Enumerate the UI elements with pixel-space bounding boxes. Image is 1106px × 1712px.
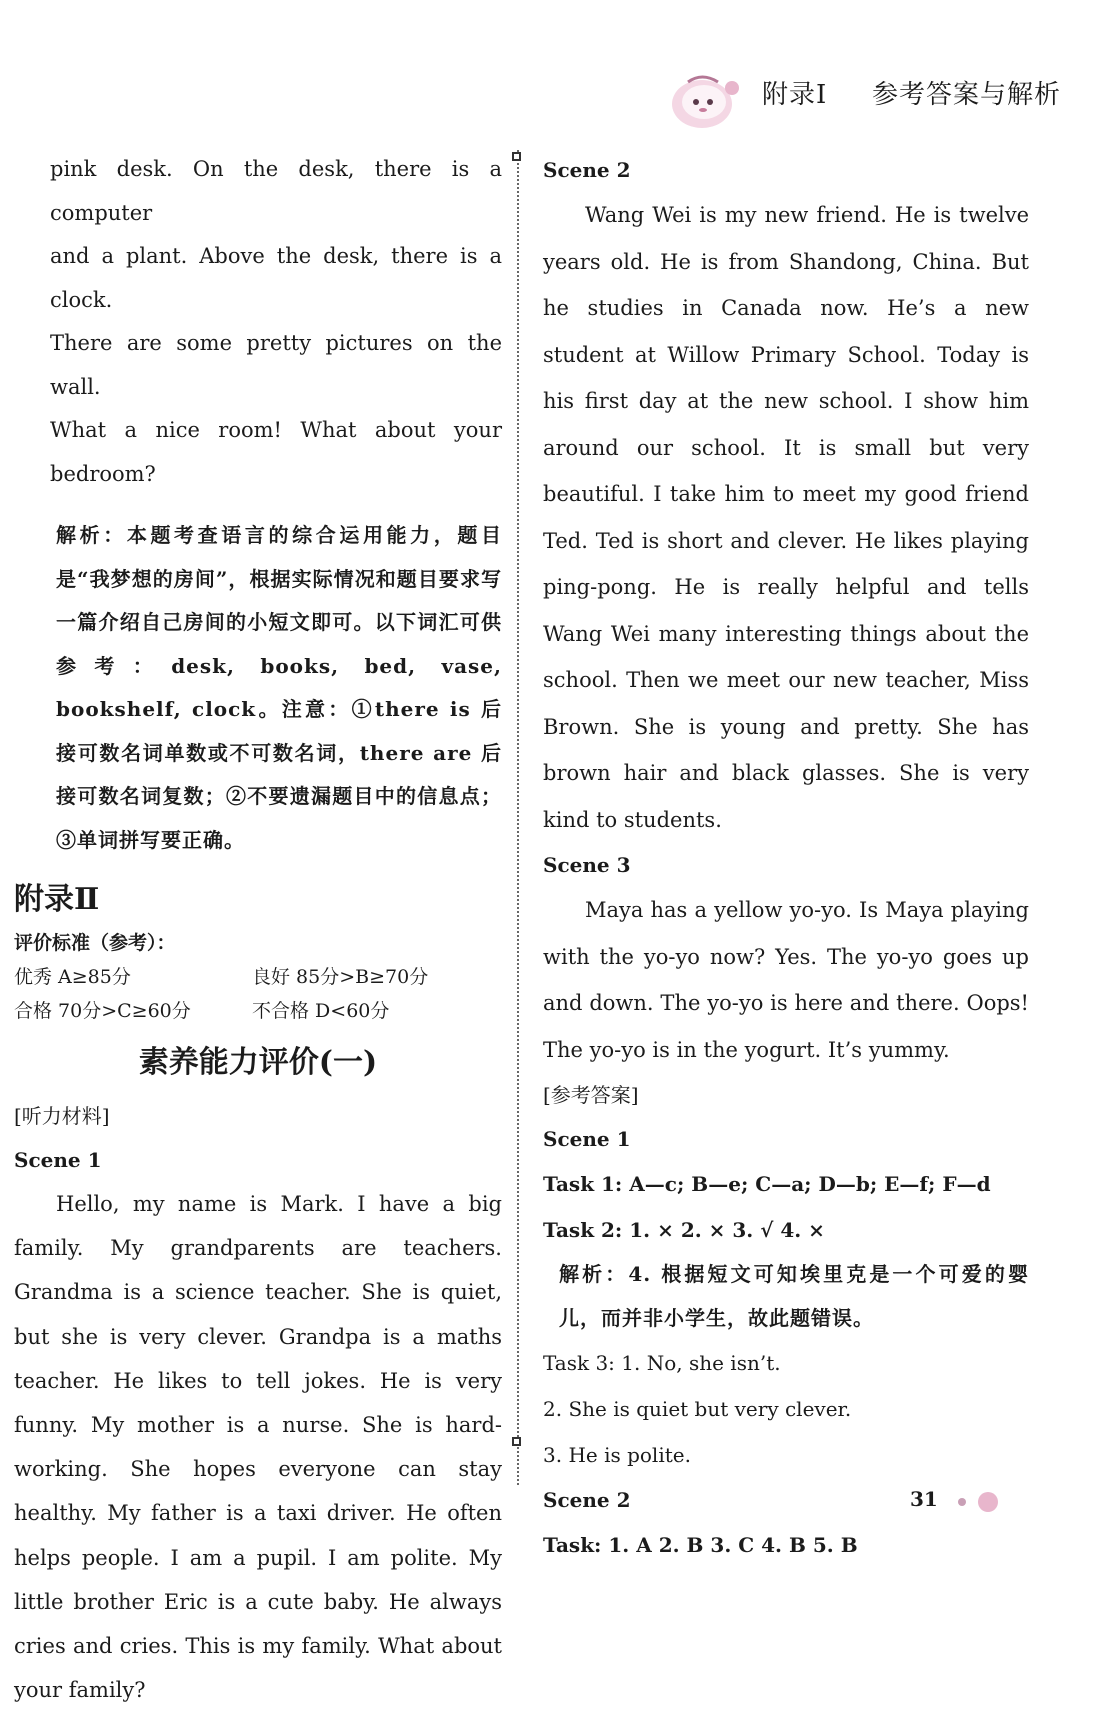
grade-pass: 合格 70分>C≥60分: [14, 1000, 191, 1022]
divider-bottom-cap: [512, 1437, 521, 1446]
page-decoration-dot: [958, 1498, 966, 1506]
appendix-title: 附录Ⅱ: [14, 882, 100, 917]
essay-line: There are some pretty pictures on the wall.: [50, 331, 502, 399]
scene-2-text: Wang Wei is my new friend. He is twelve years old. He is from Shandong, China. But he studies in Canada now. He’s a new student at Willow Primary School. Today is his first day at the new school. I show him around our school. It is small but very beautiful. I take him to meet my good friend Ted. Ted is short and clever. He likes playing ping-pong. He is really helpful and tells Wang Wei many interesting things about the school. Then we meet our new teacher, Miss Brown. She is young and pretty. She has brown hair and black glasses. She is very kind to students.: [543, 203, 1029, 832]
header-title: 附录Ⅰ: [762, 80, 828, 110]
essay-line: and a plant. Above the desk, there is a clock.: [50, 244, 502, 312]
answers-scene-1-label: Scene 1: [543, 1127, 631, 1151]
grade-fail: 不合格 D<60分: [252, 1000, 390, 1022]
divider-top-cap: [512, 152, 521, 161]
essay-analysis: 解析：本题考查语言的综合运用能力，题目是“我梦想的房间”，根据实际情况和题目要求写一篇介绍自己房间的小短文即可。以下词汇可供参考：desk, books, bed, vase, bookshelf, clock。注意：①there is 后接可数名词单数或不可数名词，there are 后接可数名词复数；②不要遗漏题目中的信息点；③单词拼写要正确。: [56, 523, 502, 852]
column-divider: [517, 150, 519, 1485]
task-3-answer-1: Task 3: 1. No, she isn’t.: [543, 1351, 781, 1375]
page-number: 31: [910, 1487, 938, 1511]
grade-excellent: 优秀 A≥85分: [14, 966, 131, 988]
grade-good: 良好 85分>B≥70分: [252, 966, 429, 988]
scene-1-label: Scene 1: [14, 1148, 102, 1172]
right-column: [543, 148, 1029, 1568]
task-1-answer: Task 1: A—c; B—e; C—a; D—b; E—f; F—d: [543, 1172, 991, 1196]
reference-answers-label: [参考答案]: [543, 1083, 639, 1107]
essay-line: pink desk. On the desk, there is a computer: [50, 157, 502, 225]
task-2-analysis: 解析：4. 根据短文可知埃里克是一个可爱的婴儿，而并非小学生，故此题错误。: [559, 1262, 1029, 1330]
scene-3-label: Scene 3: [543, 853, 631, 877]
grade-row: [14, 960, 502, 994]
scene-2-task-answers: Task: 1. A 2. B 3. C 4. B 5. B: [543, 1533, 858, 1557]
eval-criteria-heading: 评价标准（参考）：: [14, 932, 176, 954]
scene-3-text: Maya has a yellow yo-yo. Is Maya playing with the yo-yo now? Yes. The yo-yo goes up and down. The yo-yo is here and there. Oops! The yo-yo is in the yogurt. It’s yummy.: [543, 898, 1029, 1062]
header-subtitle: 参考答案与解析: [872, 80, 1062, 110]
left-column: [14, 148, 502, 1712]
page-header: [620, 62, 1062, 132]
task-3-answer-2: 2. She is quiet but very clever.: [543, 1397, 852, 1421]
task-2-answer: Task 2: 1. × 2. × 3. √ 4. ×: [543, 1218, 825, 1242]
essay-line: What a nice room! What about your bedroom?: [50, 418, 502, 486]
grade-row: [14, 994, 502, 1028]
listening-material-label: [听力材料]: [14, 1104, 110, 1128]
mascot-icon: [668, 72, 746, 130]
answers-scene-2-label: Scene 2: [543, 1488, 631, 1512]
scene-2-label: Scene 2: [543, 158, 631, 182]
scene-1-text: Hello, my name is Mark. I have a big family. My grandparents are teachers. Grandma is a science teacher. She is quiet, but she is very clever. Grandpa is a maths teacher. He likes to tell jokes. He is very funny. My mother is a nurse. She is hard-working. She hopes everyone can stay healthy. My father is a taxi driver. He often helps people. I am a pupil. I am polite. My little brother Eric is a cute baby. He always cries and cries. This is my family. What about your family?: [14, 1192, 502, 1703]
evaluation-title: 素养能力评价(一): [138, 1045, 378, 1080]
essay-text: [14, 148, 502, 496]
task-3-answer-3: 3. He is polite.: [543, 1443, 691, 1467]
page-decoration-dot: [978, 1492, 998, 1512]
